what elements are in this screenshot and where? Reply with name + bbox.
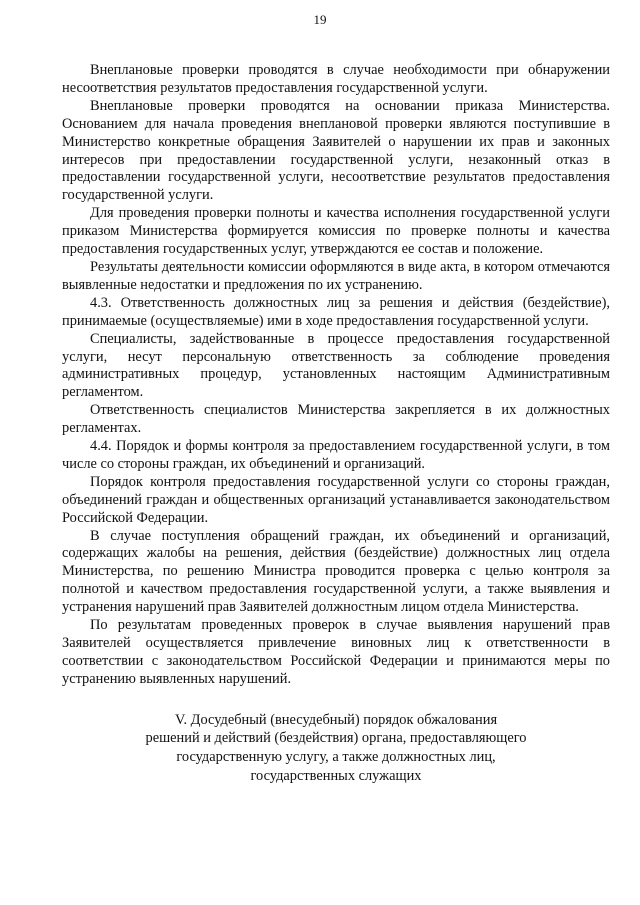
paragraph: Для проведения проверки полноты и качества исполнения государственной услуги приказом Министерства формируется комиссия по проверке полноты и качества предоставления государственных услуг, утверждаются ее состав и положение.: [62, 205, 610, 258]
paragraph: В случае поступления обращений граждан, их объединений и организаций, содержащих жалобы на решения, действия (бездействие) должностных лиц отдела Министерства, по решению Министра проводится проверка с целью контроля за полнотой и качеством предоставления государственной услуги, а также выявления и устранения нарушений прав Заявителей должностным лицом отдела Министерства.: [62, 527, 610, 616]
paragraph: 4.4. Порядок и формы контроля за предоставлением государственной услуги, в том числе со стороны граждан, их объединений и организаций.: [62, 438, 610, 472]
section-heading-line: решений и действий (бездействия) органа, предоставляющего: [145, 730, 527, 747]
paragraph: По результатам проведенных проверок в случае выявления нарушений прав Заявителей осуществляется привлечение виновных лиц к ответственности в соответствии с законодательством Российской Федерации и принимаются меры по устранению выявленных нарушений.: [62, 617, 610, 687]
paragraph: Результаты деятельности комиссии оформляются в виде акта, в котором отмечаются выявленные недостатки и предложения по их устранению.: [62, 258, 610, 293]
section-heading-line: государственную услугу, а также должностных лиц,: [176, 748, 496, 765]
section-heading-line: государственных служащих: [250, 767, 422, 784]
section-heading: [62, 711, 610, 785]
paragraph: Внеплановые проверки проводятся в случае необходимости при обнаружении несоответствия результатов предоставления государственной услуги.: [62, 62, 610, 96]
paragraph: Внеплановые проверки проводятся на основании приказа Министерства. Основанием для начала проведения внеплановой проверки являются поступившие в Министерство конкретные обращения Заявителей о нарушении их прав и законных интересов при предоставлении государственной услуги, незаконный отказ в предоставлении государственной услуги, несоответствие результатов предоставления государственной услуги.: [62, 97, 610, 204]
paragraph: Порядок контроля предоставления государственной услуги со стороны граждан, объединений граждан и общественных организаций устанавливается законодательством Российской Федерации.: [62, 473, 610, 526]
page-number: 19: [313, 12, 327, 27]
document-body: [62, 62, 610, 785]
paragraph: Ответственность специалистов Министерства закрепляется в их должностных регламентах.: [62, 402, 610, 437]
paragraph: 4.3. Ответственность должностных лиц за решения и действия (бездействие), принимаемые (осуществляемые) ими в ходе предоставления государственной услуги.: [62, 294, 610, 329]
section-heading-line: V. Досудебный (внесудебный) порядок обжалования: [174, 711, 498, 728]
paragraph: Специалисты, задействованные в процессе предоставления государственной услуги, несут персональную ответственность за соблюдение проведения административных процедур, установленных настоящим Административным регламентом.: [62, 330, 610, 401]
